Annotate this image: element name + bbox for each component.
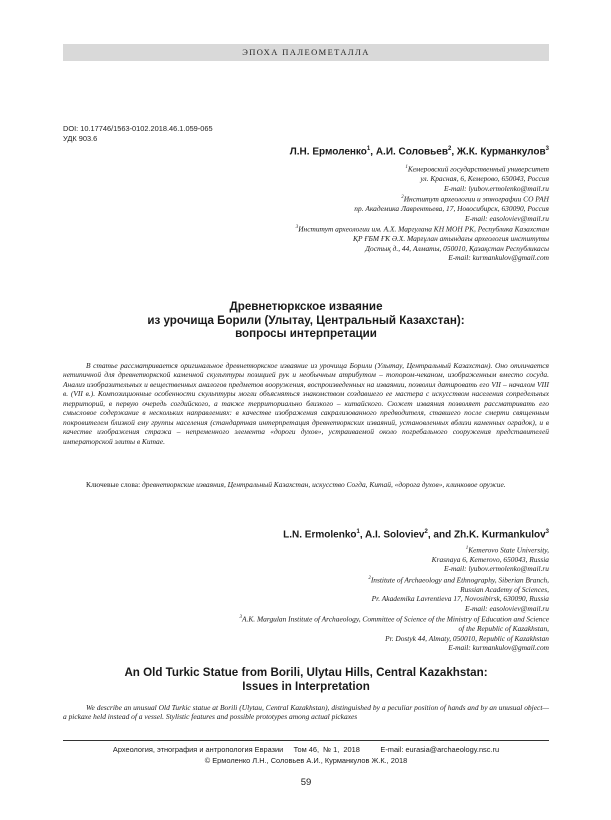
aff-text: Kemerovo State University, [468,545,549,555]
doi: DOI: 10.17746/1563-0102.2018.46.1.059-065 [63,124,213,133]
footer-journal-line [63,745,549,754]
page-number: 59 [300,777,312,788]
aff-line: Достық д., 44, Алматы, 050010, Қазақстан Республикасы [365,243,549,253]
aff-text: Кемеровский государственный университет [407,164,549,174]
aff-email: E-mail: easoloviev@mail.ru [465,603,549,613]
aff-line [129,193,549,204]
author-sup: 3 [545,146,549,152]
abstract-ru: В статье рассматривается оригинальное древнетюркское изваяние из урочища Борили (Улытау, Центральный Казахстан). Оно отличается нетипичной для древнетюркской каменной скульптуры позицией рук и необычным атрибутом – топором-чеканом, изображенным вместо сосуда. Анализ изобразительных и вещественных аналогов предметов вооружения, воспроизведенных на изваянии, позволил датировать его VII – началом VIII в. (VII в.). Композиционные особенности скульптуры могли объясняться знакомством создавшего ее мастера с искусством населения сопредельных территорий, в первую очередь согдийского, а также территориально близкого – китайского. Сюжет изваяния позволяет рассматривать его смысловое содержание в нескольких направлениях: в качестве изображения сакрализованного предводителя, ставшего после смерти священным покровителем близкой ему группы населения (стандартная интерпретация древнетюркских изваяний, установленных вблизи каменных оградок), и в качестве изображения стража – непременного элемента «дороги духов», устраиваемой около погребального сооружения представителей императорской элиты в Китае. [63,361,549,446]
aff-line: Krasnaya 6, Kemerovo, 650043, Russia [431,554,549,564]
author-sup: 2 [424,529,428,535]
aff-email: E-mail: easoloviev@mail.ru [465,213,549,223]
aff-sup: 3 [295,225,299,231]
title-line: вопросы интерпретации [235,327,377,341]
footer-journal: Археология, этнография и антропология Евразии [112,745,284,754]
author-sep: , [451,146,457,158]
affiliations-ru [129,163,549,263]
aff-text: Институт археологии им. А.Х. Маргулана КН МОН РК, Республика Казахстан [298,224,549,234]
footer-copyright: © Ермоленко Л.Н., Соловьев А.И., Курманкулов Ж.К., 2018 [204,756,408,765]
aff-line: Pr. Dostyk 44, Almaty, 050010, Republic of Kazakhstan [385,633,549,643]
aff-sup: 2 [401,195,404,201]
aff-sup: 1 [405,165,408,170]
author-sup: 3 [545,529,549,535]
aff-line [129,163,549,174]
author-sup: 1 [366,146,371,152]
aff-line: ҚР ҒБМ ҒК Ә.Х. Марғұлан атындағы археология институты [353,234,549,244]
abstract-en: We describe an unusual Old Turkic statue at Borili (Ulytau, Central Kazakhstan), distinguished by a peculiar position of hands and by an unusual object—a pickaxe held instead of a vessel. Stylistic features and possible prototypes among actual pickaxes [63,703,549,722]
aff-text: Институт археологии и этнографии СО РАН [403,194,549,204]
footer-email: E-mail: eurasia@archaeology.nsc.ru [380,745,500,754]
title-en [63,666,549,693]
udk: УДК 903.6 [63,134,98,143]
aff-email: E-mail: kurmankulov@gmail.com [448,643,549,653]
aff-line: Russian Academy of Sciences, [460,584,549,594]
aff-line [129,544,549,555]
title-line: из урочища Борили (Улытау, Центральный Казахстан): [147,313,465,327]
aff-sup: 1 [465,546,469,551]
author-name: А.И. Соловьев [375,146,448,158]
section-header: ЭПОХА ПАЛЕОМЕТАЛЛА [63,44,549,61]
author-sup: 1 [356,529,360,535]
keywords [63,480,549,489]
affiliations-en [129,544,549,653]
authors-ru [290,146,549,157]
title-ru [63,300,549,341]
aff-email: E-mail: lyubov.ermolenko@mail.ru [444,564,549,574]
aff-line: of the Republic of Kazakhstan, [458,624,549,634]
keywords-label: Ключевые слова: [86,480,143,489]
aff-line: Pr. Akademika Lavrentieva 17, Novosibirsk, 630090, Russia [371,594,549,604]
aff-line [129,613,549,624]
aff-email: E-mail: kurmankulov@gmail.com [448,253,549,263]
author-name: Л.Н. Ермоленко [289,146,367,158]
aff-text: Institute of Archaeology and Ethnography, Siberian Branch, [370,575,549,585]
footer-volume: Том 46, № 1, 2018 [293,745,360,754]
aff-line: пр. Академика Лаврентьева, 17, Новосибирск, 630090, Россия [354,204,549,214]
title-line: An Old Turkic Statue from Borili, Ulytau Hills, Central Kazakhstan: [124,666,488,679]
author-sep: , [359,529,366,541]
author-sup: 2 [447,146,452,152]
aff-line: ул. Красная, 6, Кемерово, 650043, Россия [420,174,549,184]
author-name: Ж.К. Курманкулов [456,146,546,158]
aff-line [129,574,549,585]
author-name: A.I. Soloviev [365,529,425,541]
footer-divider [63,740,549,741]
aff-text: A.K. Margulan Institute of Archaeology, Committee of Science of the Ministry of Education and Science [242,614,549,624]
title-line: Древнетюркское изваяние [229,300,383,313]
title-line: Issues in Interpretation [242,679,370,693]
aff-sup: 2 [368,575,371,581]
aff-sup: 3 [239,615,242,621]
author-name: L.N. Ermolenko [283,529,357,541]
keywords-text: древнетюркские изваяния, Центральный Казахстан, искусство Согда, Китай, «дорога духов», клинковое оружие. [142,480,506,489]
aff-line [129,223,549,234]
authors-en [283,529,549,540]
aff-email: E-mail: lyubov.ermolenko@mail.ru [444,183,549,193]
author-name: Zh.K. Kurmankulov [453,529,546,541]
author-sep: , and [427,529,454,541]
author-sep: , [370,146,376,158]
